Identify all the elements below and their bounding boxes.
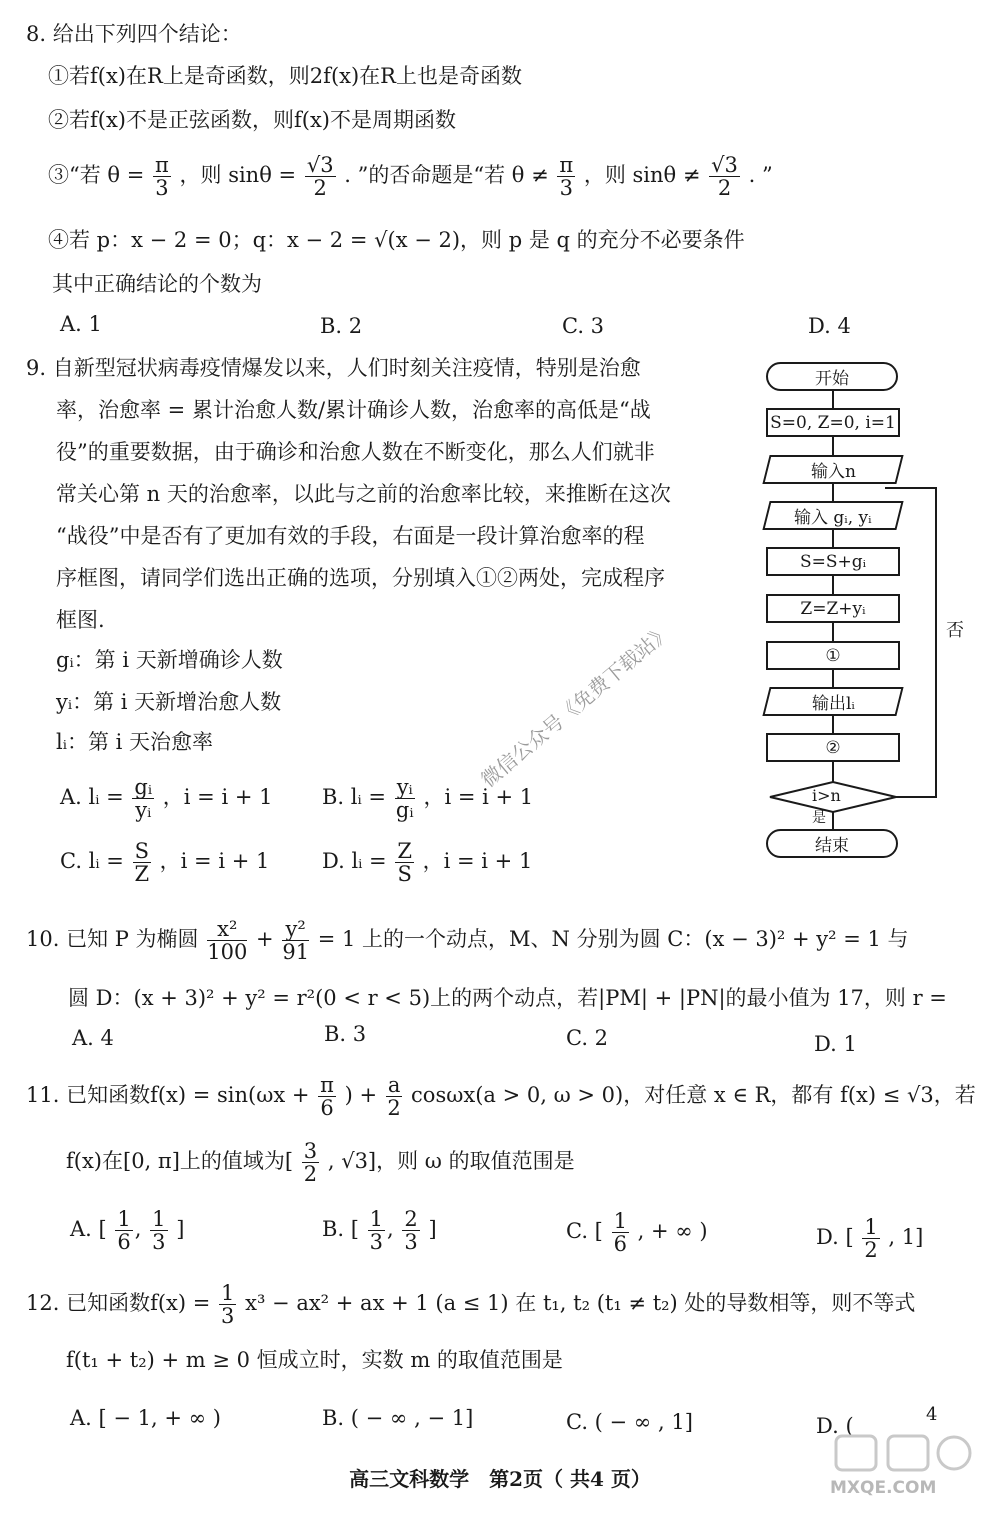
- q11-option-d: D. [ $\frac{1}{2}$ , 1]: [816, 1215, 924, 1263]
- flowchart-z-update: Z=Z+yᵢ: [766, 594, 900, 623]
- q8-stem: 8. 给出下列四个结论：: [26, 22, 242, 46]
- logo-text: MXQE.COM: [830, 1478, 937, 1498]
- q11-line-1: 11. 已知函数f(x) = sin(ωx + $\frac{\pi}{6}$ ) + $\frac{a}{2}$ cosωx(a > 0, ω > 0)，对任意 x ∈ R，都有 f(x) ≤ √3，若: [26, 1073, 976, 1121]
- flowchart-start: 开始: [766, 362, 898, 391]
- q8-option-c: C. 3: [562, 314, 605, 338]
- q8-statement-2: ②若f(x)不是正弦函数，则f(x)不是周期函数: [48, 108, 457, 132]
- q9-option-c: C. lᵢ = $\frac{S}{Z}$ ，i = i + 1: [60, 839, 270, 887]
- logo-mark-icon: [826, 1422, 976, 1482]
- q10-option-a: A. 4: [72, 1026, 114, 1050]
- q9-line-7: 框图.: [56, 608, 105, 632]
- q10-line-2: 圆 D：(x + 3)² + y² = r²(0 < r < 5)上的两个动点，若|PM| + |PN|的最小值为 17，则 r =: [68, 986, 947, 1010]
- flowchart-no-label: 否: [946, 620, 964, 641]
- q8-option-a: A. 1: [60, 312, 102, 336]
- q9-option-b: B. lᵢ = $\frac{\text{yᵢ}}{\text{gᵢ}}$ ，i = i + 1: [322, 775, 534, 823]
- page-footer: 高三文科数学 第2页（ 共4 页）: [349, 1467, 651, 1491]
- q8-option-b: B. 2: [320, 314, 363, 338]
- q9-option-a: A. lᵢ = $\frac{\text{gᵢ}}{\text{yᵢ}}$ ，i = i + 1: [60, 775, 273, 823]
- watermark-text: 微信公众号《免费下载站》: [476, 619, 676, 792]
- q12-line-2: f(t₁ + t₂) + m ≥ 0 恒成立时，实数 m 的取值范围是: [66, 1348, 563, 1372]
- q9-line-6: 序框图，请同学们选出正确的选项，分别填入①②两处，完成程序: [56, 566, 665, 590]
- q11-option-c: C. [ $\frac{1}{6}$ , + ∞ ): [566, 1209, 708, 1257]
- q12-option-d-numerator: 4: [926, 1404, 938, 1425]
- q12-line-1: 12. 已知函数f(x) = $\frac{1}{3}$ x³ − ax² + ax + 1 (a ≤ 1) 在 t₁, t₂ (t₁ ≠ t₂) 处的导数相等，则不等式: [26, 1281, 916, 1329]
- q9-line-3: 役”的重要数据，由于确诊和治愈人数在不断变化，那么人们就非: [56, 440, 655, 464]
- q9-def-g: gᵢ：第 i 天新增确诊人数: [56, 648, 283, 672]
- q11-line-2: f(x)在[0, π]上的值域为[ $\frac{3}{2}$ , √3]，则 ω 的取值范围是: [66, 1139, 575, 1187]
- q8-option-d: D. 4: [808, 314, 851, 338]
- flowchart-input-n: 输入n: [762, 455, 903, 484]
- q9-line-5: “战役”中是否有了更加有效的手段，右面是一段计算治愈率的程: [56, 524, 645, 548]
- q12-option-d: D. (: [816, 1414, 854, 1438]
- q9-def-l: lᵢ：第 i 天治愈率: [56, 730, 214, 754]
- site-logo: [826, 1422, 976, 1502]
- flowchart-yes-label: 是: [812, 810, 826, 826]
- flowchart-output: 输出lᵢ: [762, 687, 903, 716]
- flowchart-s-update: S=S+gᵢ: [766, 547, 900, 576]
- q9-def-y: yᵢ：第 i 天新增治愈人数: [56, 690, 282, 714]
- flowchart-box-1: ①: [766, 641, 900, 670]
- q9-line-2: 率，治愈率 = 累计治愈人数/累计确诊人数，治愈率的高低是“战: [56, 398, 651, 422]
- q11-option-b: B. [ $\frac{1}{3}$ , $\frac{2}{3}$ ]: [322, 1207, 437, 1255]
- q12-option-a: A. [ − 1, + ∞ ): [70, 1406, 221, 1430]
- flowchart-end: 结束: [766, 829, 898, 858]
- q12-option-c: C. ( − ∞ , 1]: [566, 1410, 693, 1434]
- q12-option-b: B. ( − ∞ , − 1]: [322, 1406, 474, 1430]
- q10-option-c: C. 2: [566, 1026, 609, 1050]
- q10-option-d: D. 1: [814, 1032, 857, 1056]
- q8-question: 其中正确结论的个数为: [52, 272, 262, 296]
- flowchart-init: S=0, Z=0, i=1: [766, 408, 900, 437]
- q10-line-1: 10. 已知 P 为椭圆 $\frac{\text{x²}}{100}$ + $\frac{\text{y²}}{91}$ = 1 上的一个动点，M、N 分别为圆 C：(x − 3)² + y² = 1 与: [26, 917, 909, 965]
- q11-option-a: A. [ $\frac{1}{6}$ , $\frac{1}{3}$ ]: [70, 1207, 185, 1255]
- flowchart-condition: i>n: [812, 786, 841, 805]
- q10-option-b: B. 3: [324, 1022, 367, 1046]
- flowchart-box-2: ②: [766, 733, 900, 762]
- flowchart-input-gy: 输入 gᵢ, yᵢ: [762, 501, 903, 530]
- q8-statement-1: ①若f(x)在R上是奇函数，则2f(x)在R上也是奇函数: [48, 64, 522, 88]
- q9-line-4: 常关心第 n 天的治愈率，以此与之前的治愈率比较，来推断在这次: [56, 482, 671, 506]
- q8-statement-4: ④若 p：x − 2 = 0；q：x − 2 = √(x − 2)，则 p 是 q 的充分不必要条件: [48, 228, 745, 252]
- q9-line-1: 9. 自新型冠状病毒疫情爆发以来，人们时刻关注疫情，特别是治愈: [26, 356, 641, 380]
- q9-option-d: D. lᵢ = $\frac{Z}{S}$ ，i = i + 1: [322, 839, 533, 887]
- q8-statement-3: ③“若 θ = $\frac{\pi}{3}$ ，则 sinθ = $\frac{√3}{2}$ . ”的否命题是“若 θ ≠ $\frac{\pi}{3}$ ，则 sinθ ≠ $\frac{√3}{2}$ . ”: [48, 153, 773, 201]
